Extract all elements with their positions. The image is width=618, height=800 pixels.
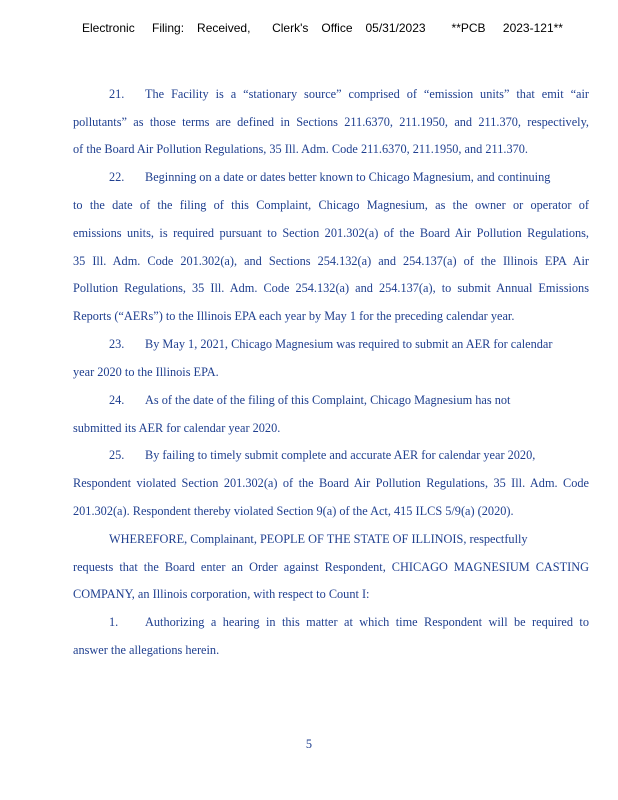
paragraph-line: 35 Ill. Adm. Code 201.302(a), and Sections 254.132(a) and 254.137(a) of the Illinois EPA Air [73,254,589,268]
paragraph-line: As of the date of the filing of this Complaint, Chicago Magnesium has not [145,393,511,407]
paragraph-line: pollutants” as those terms are defined in Sections 211.6370, 211.1950, and 211.370, respectively, [73,115,589,129]
paragraph-number: 24. [109,393,125,407]
paragraph-line: year 2020 to the Illinois EPA. [73,365,219,379]
paragraph-line: emissions units, is required pursuant to Section 201.302(a) of the Board Air Pollution Regulations, [73,226,589,240]
paragraph-line: submitted its AER for calendar year 2020. [73,421,281,435]
paragraph-line: WHEREFORE, Complainant, PEOPLE OF THE STATE OF ILLINOIS, respectfully [109,532,528,546]
paragraph-line: of the Board Air Pollution Regulations, 35 Ill. Adm. Code 211.6370, 211.1950, and 211.370. [73,142,528,156]
paragraph-number: 21. [109,87,125,101]
paragraph-line: answer the allegations herein. [73,643,220,657]
paragraph-line: By failing to timely submit complete and accurate AER for calendar year 2020, [145,448,536,462]
paragraph-number: 23. [109,337,125,351]
paragraph-line: Beginning on a date or dates better known to Chicago Magnesium, and continuing [145,170,551,184]
paragraph-line: Authorizing a hearing in this matter at which time Respondent will be required to [145,615,589,629]
paragraph-number: 22. [109,170,125,184]
paragraph-number: 1. [109,615,119,629]
paragraph-line: Reports (“AERs”) to the Illinois EPA each year by May 1 for the preceding calendar year. [73,309,515,323]
paragraph-line: requests that the Board enter an Order against Respondent, CHICAGO MAGNESIUM CASTING [73,560,589,574]
paragraph-line: Respondent violated Section 201.302(a) of the Board Air Pollution Regulations, 35 Ill. Adm. Code [73,476,589,490]
paragraph-line: The Facility is a “stationary source” comprised of “emission units” that emit “air [145,87,589,101]
filing-stamp-header: Electronic Filing: Received, Clerk's Office 05/31/2023 **PCB 2023-121** [82,21,563,35]
paragraph-line: to the date of the filing of this Complaint, Chicago Magnesium, as the owner or operator of [73,198,589,212]
page-number: 5 [305,737,313,751]
paragraph-line: Pollution Regulations, 35 Ill. Adm. Code 254.132(a) and 254.137(a), to submit Annual Emissions [73,281,589,295]
paragraph-line: COMPANY, an Illinois corporation, with respect to Count I: [73,587,370,601]
paragraph-number: 25. [109,448,125,462]
paragraph-line: 201.302(a). Respondent thereby violated Section 9(a) of the Act, 415 ILCS 5/9(a) (2020). [73,504,514,518]
paragraph-line: By May 1, 2021, Chicago Magnesium was required to submit an AER for calendar [145,337,553,351]
